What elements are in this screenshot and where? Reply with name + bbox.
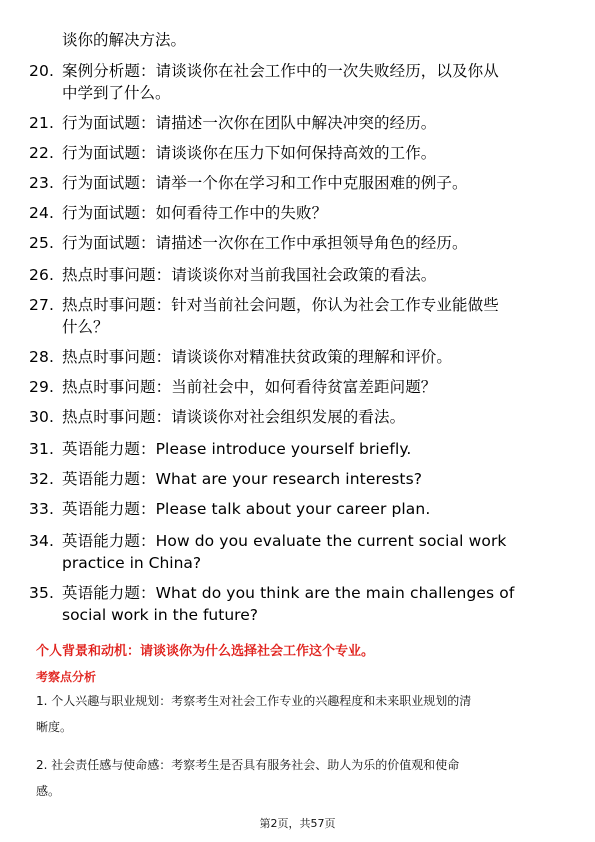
item-number: 27. — [29, 296, 54, 314]
item-text: 行为面试题：请描述一次你在团队中解决冲突的经历。 — [62, 114, 437, 132]
item-number: 25. — [29, 234, 54, 252]
item-text: 行为面试题：请描述一次你在工作中承担领导角色的经历。 — [62, 234, 468, 252]
item-number: 35. — [29, 584, 54, 602]
item-text: 热点时事问题：请谈谈你对当前我国社会政策的看法。 — [62, 266, 437, 284]
item-number: 34. — [29, 532, 54, 550]
item-text: 热点时事问题：当前社会中，如何看待贫富差距问题？ — [62, 378, 437, 396]
item-text: 行为面试题：如何看待工作中的失败？ — [62, 204, 328, 222]
item-continuation: 什么？ — [62, 318, 109, 336]
item-number: 24. — [29, 204, 54, 222]
analysis-point-line: 2. 社会责任感与使命感：考察考生是否具有服务社会、助人为乐的价值观和使命 — [36, 758, 460, 772]
item-text: 案例分析题：请谈谈你在社会工作中的一次失败经历，以及你从 — [62, 62, 499, 80]
item-continuation: 中学到了什么。 — [62, 84, 171, 102]
item-number: 33. — [29, 500, 54, 518]
item-text: 英语能力题：Please talk about your career plan. — [62, 500, 431, 518]
analysis-point-line: 晰度。 — [36, 720, 73, 734]
item-continuation: practice in China? — [62, 554, 202, 572]
section-heading: 个人背景和动机：请谈谈你为什么选择社会工作这个专业。 — [36, 644, 375, 659]
item-text: 英语能力题：What are your research interests? — [62, 470, 423, 488]
analysis-point-line: 感。 — [36, 784, 61, 798]
item-number: 20. — [29, 62, 54, 80]
item-number: 21. — [29, 114, 54, 132]
item-number: 23. — [29, 174, 54, 192]
item-text: 行为面试题：请举一个你在学习和工作中克服困难的例子。 — [62, 174, 468, 192]
analysis-point-line: 1. 个人兴趣与职业规划：考察考生对社会工作专业的兴趣程度和未来职业规划的清 — [36, 694, 472, 708]
item-number: 22. — [29, 144, 54, 162]
item-number: 28. — [29, 348, 54, 366]
item-text: 英语能力题：What do you think are the main challenges of — [62, 584, 515, 602]
analysis-subheading: 考察点分析 — [36, 670, 97, 684]
item-text: 英语能力题：How do you evaluate the current social work — [62, 532, 507, 550]
page-footer: 第2页，共57页 — [259, 817, 336, 830]
item-number: 26. — [29, 266, 54, 284]
item-text: 英语能力题：Please introduce yourself briefly. — [62, 440, 412, 458]
item-text: 热点时事问题：请谈谈你对社会组织发展的看法。 — [62, 408, 406, 426]
item-number: 29. — [29, 378, 54, 396]
continuation-text: 谈你的解决方法。 — [62, 31, 187, 49]
item-text: 行为面试题：请谈谈你在压力下如何保持高效的工作。 — [62, 144, 437, 162]
item-text: 热点时事问题：针对当前社会问题，你认为社会工作专业能做些 — [62, 296, 499, 314]
item-continuation: social work in the future? — [62, 606, 258, 624]
item-number: 30. — [29, 408, 54, 426]
item-number: 32. — [29, 470, 54, 488]
item-number: 31. — [29, 440, 54, 458]
item-text: 热点时事问题：请谈谈你对精准扶贫政策的理解和评价。 — [62, 348, 453, 366]
